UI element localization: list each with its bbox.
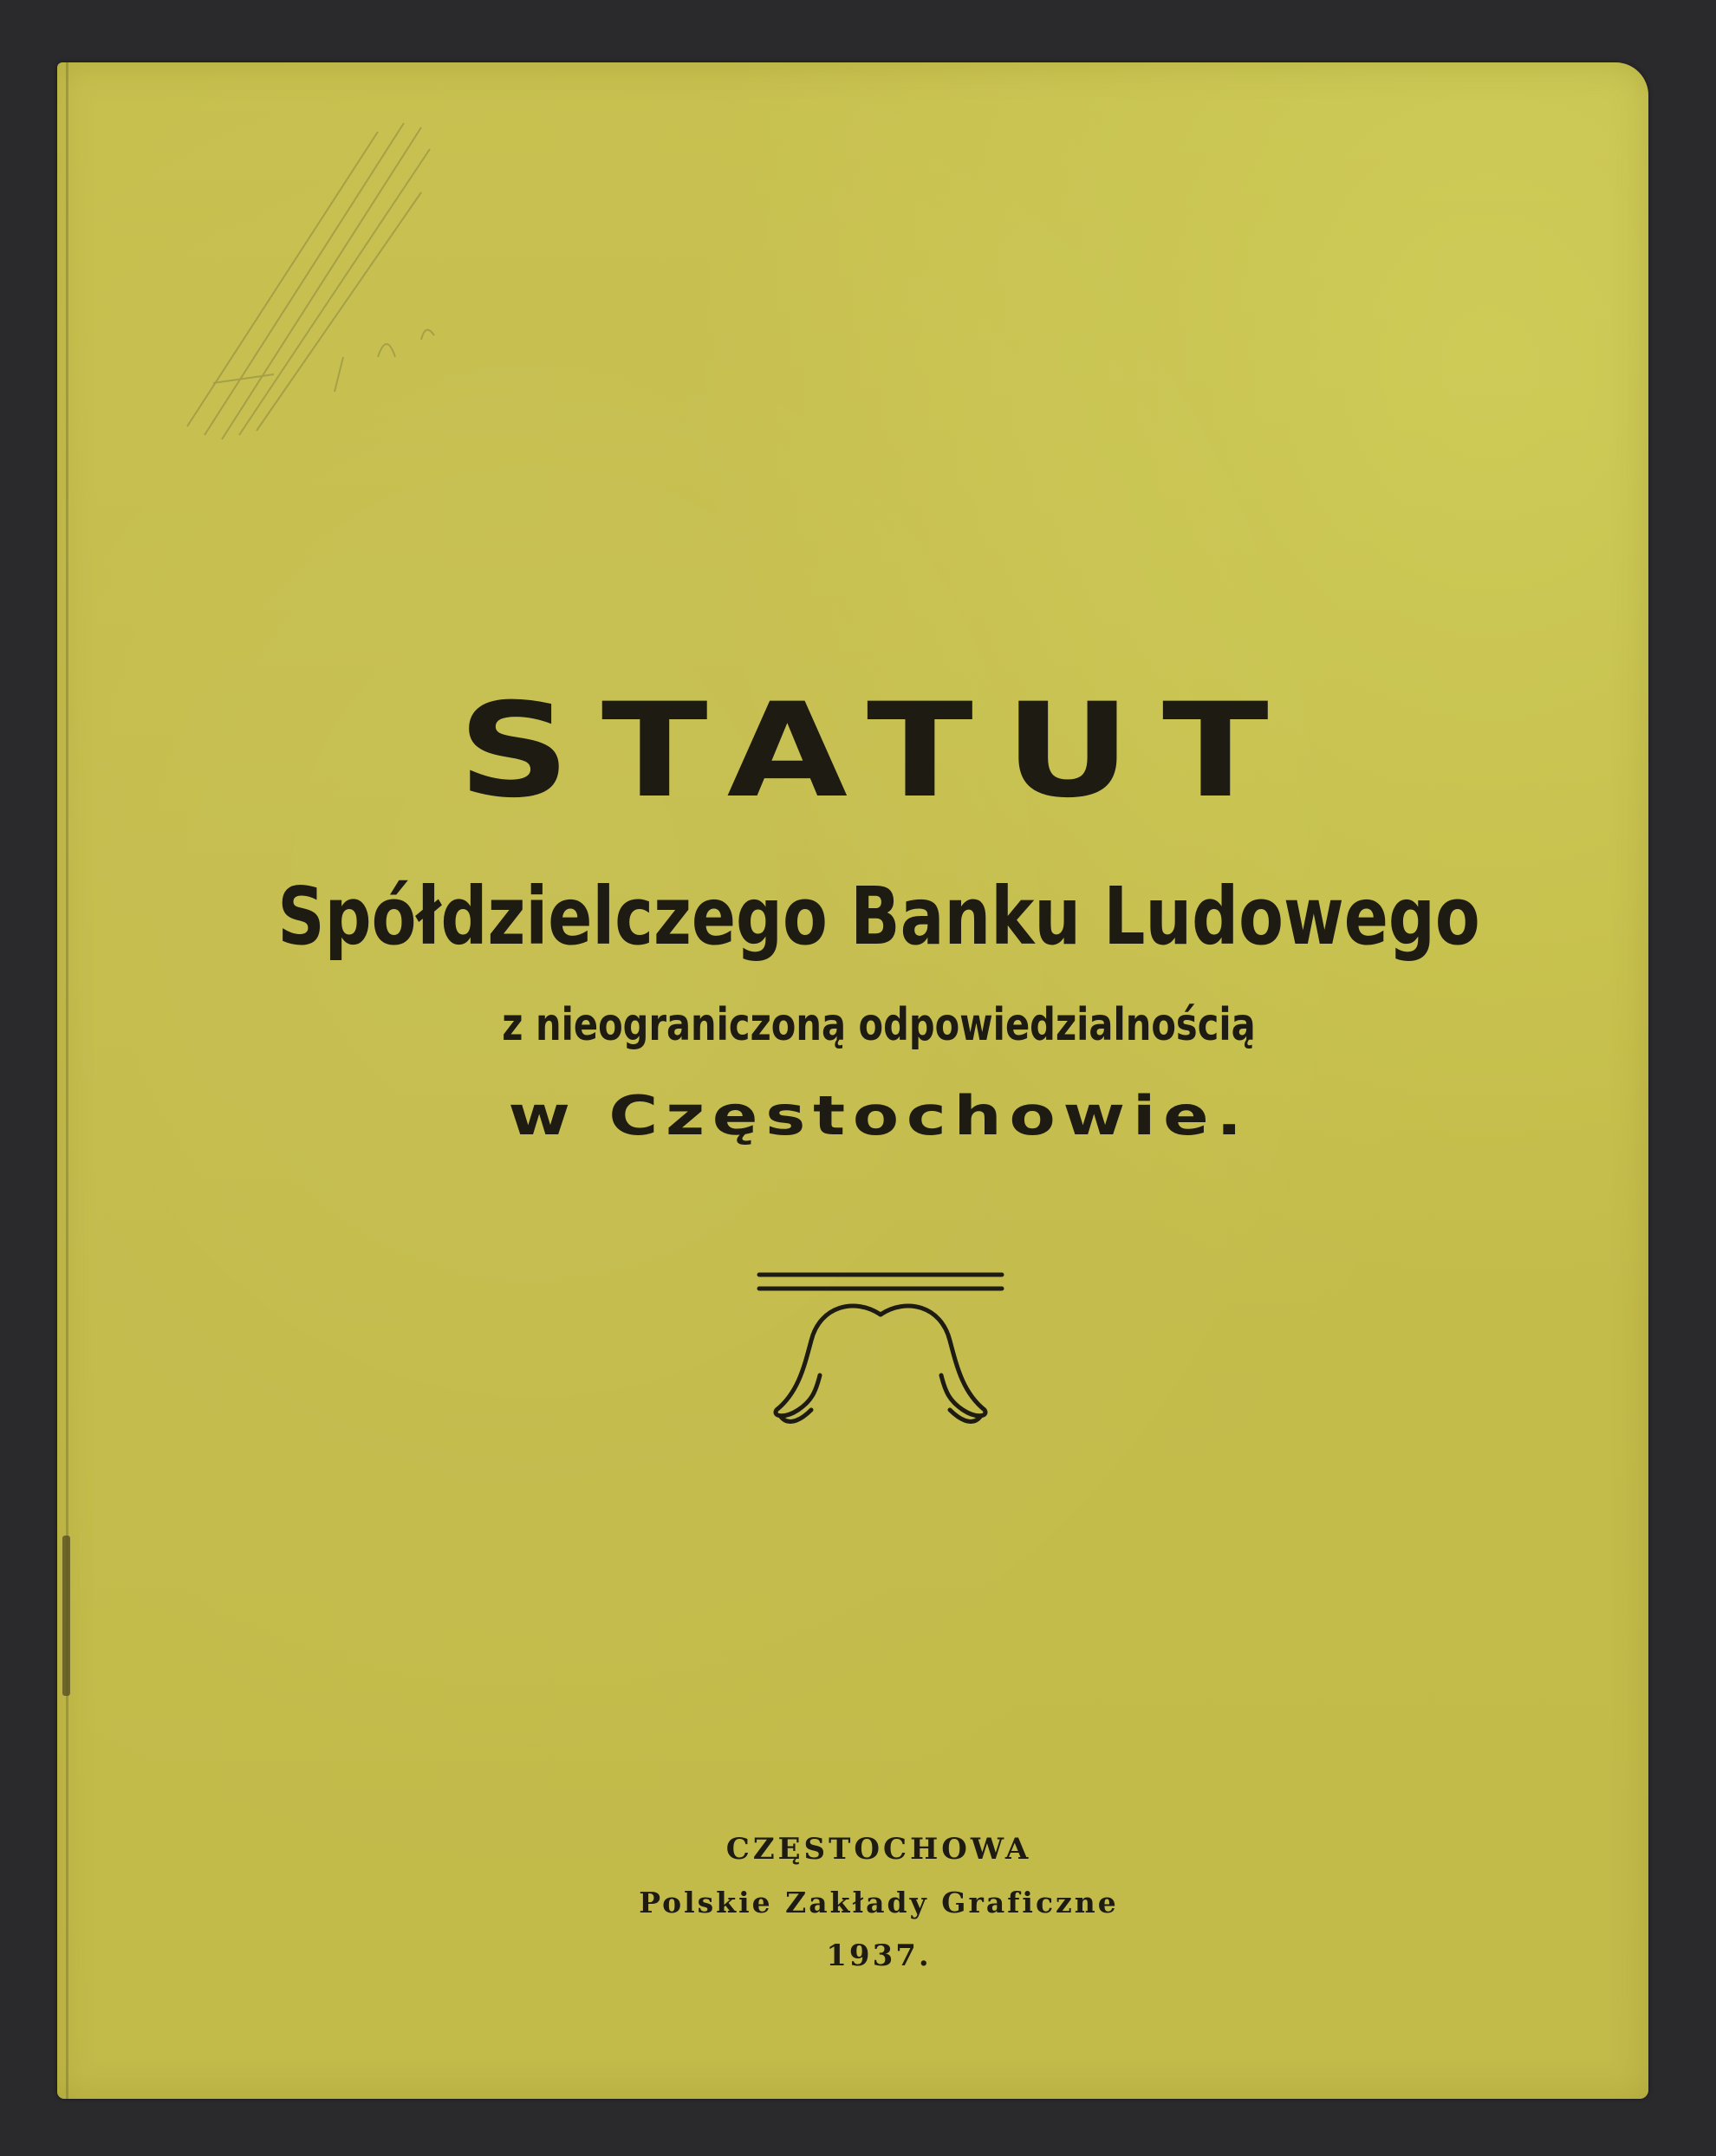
imprint-year: 1937. bbox=[826, 1938, 932, 1973]
cover-city-line: w Częstochowie. bbox=[508, 1084, 1250, 1147]
booklet-cover bbox=[57, 62, 1648, 2099]
staple-lower bbox=[62, 1536, 70, 1696]
cover-title: STATUT bbox=[458, 676, 1300, 827]
cover-liability-line: z nieograniczoną odpowiedzialnością bbox=[502, 999, 1256, 1051]
imprint-publisher: Polskie Zakłady Graficzne bbox=[639, 1886, 1119, 1919]
spine-fold bbox=[66, 62, 68, 2099]
cover-subtitle: Spółdzielczego Banku Ludowego bbox=[277, 870, 1480, 963]
pencil-scribble-mark bbox=[161, 97, 491, 461]
ornament-divider-icon bbox=[751, 1263, 1011, 1445]
imprint-city: CZĘSTOCHOWA bbox=[725, 1832, 1032, 1867]
